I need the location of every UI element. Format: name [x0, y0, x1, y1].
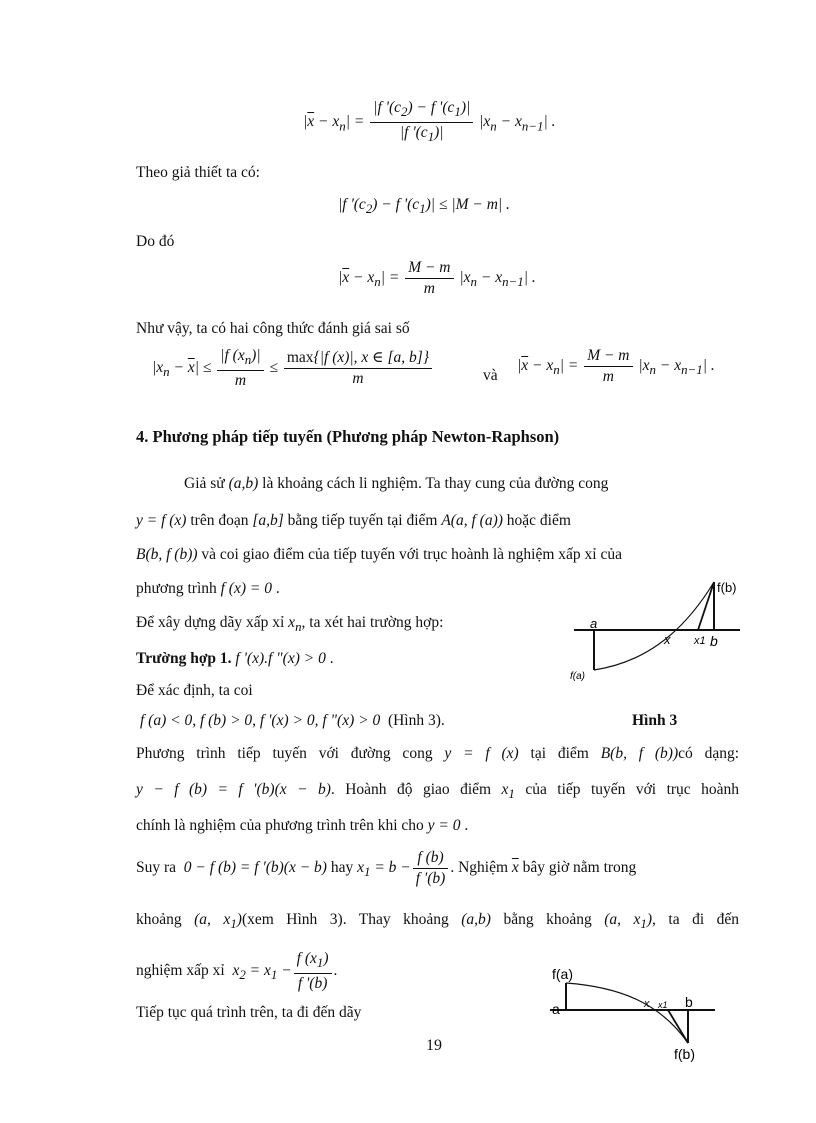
label-xbar: x — [664, 632, 671, 647]
figure-3-caption: Hình 3 — [632, 712, 678, 729]
label-b: b — [710, 633, 718, 649]
label-fa: f(a) — [552, 966, 573, 982]
paragraph-line-6: Để xác định, ta coi — [136, 682, 253, 699]
paragraph-line-14: Tiếp tục quá trình trên, ta đi đến dãy — [136, 1004, 362, 1021]
tangent-line — [668, 1010, 688, 1043]
paragraph-line-5: Để xây dựng dãy xấp xỉ $x_n$, ta xét hai trường hợp: — [136, 614, 444, 635]
text-theo-gia-thiet: Theo giả thiết ta có: — [136, 164, 260, 181]
label-a: a — [590, 616, 598, 631]
label-x1: x1 — [658, 1000, 668, 1010]
paragraph-line-10: chính là nghiệm của phương trình trên khi cho y = 0 . — [136, 817, 469, 834]
tangent-line — [698, 582, 714, 630]
paragraph-line-12: khoảng (a, $x_1)(xem$ Hình 3). Thay khoảng (a,b) bằng khoảng (a, $x_1$), ta đi đến — [136, 911, 740, 932]
text-nhu-vay: Như vậy, ta có hai công thức đánh giá sai số — [136, 320, 410, 337]
label-x1: x1 — [694, 635, 706, 647]
label-b: b — [685, 994, 693, 1010]
equation-two-error-formulas: $|x_n - \overline{x}|$ ≤ $\frac{|f (x_n)|}{m}$ ≤ $\frac{\max\{|f (x)|, x \in [a, b]\}}{m}$ — [152, 346, 434, 391]
equation-error-bound-2: $|\overline{x} - x_n|$ = $\frac{M - m}{m}$ $|x_n - x_{n-1}|$ . — [338, 259, 536, 297]
equation-error-formula-right: $|\overline{x} - x_n|$ = $\frac{M - m}{m}$ $|x_n - x_{n-1}|$ . — [517, 347, 715, 385]
case-1-line: Trường hợp 1. f '(x).f "(x) > 0 . — [136, 650, 334, 667]
paragraph-line-4: phương trình f (x) = 0 . — [136, 580, 280, 597]
page-number: 19 — [426, 1037, 442, 1054]
label-xbar: x — [644, 998, 650, 1010]
section-title: 4. Phương pháp tiếp tuyến (Phương pháp Newton-Raphson) — [136, 427, 560, 446]
label-fb: f(b) — [674, 1046, 695, 1062]
paragraph-line-1: Giả sử (a,b) là khoảng cách li nghiệm. Ta thay cung của đường cong — [184, 475, 609, 492]
equation-derivative-bound: |f '$(c_2) - f$ '$(c_1)| \le |M - m|$ . — [338, 196, 510, 217]
paragraph-line-9: y − f (b) = f '(b)(x − b). Hoành độ giao điểm $x_1$ của tiếp tuyến với trục hoành — [136, 781, 739, 802]
paragraph-line-3: B(b, f (b)) và coi giao điểm của tiếp tuyến với trục hoành là nghiệm xấp xỉ của — [136, 546, 622, 563]
figure-4-diagram — [540, 963, 740, 1068]
paragraph-line-11: Suy ra 0 − f (b) = f '(b)(x − b) hay $x_1 = b$ − $\frac{f (b)}{f '(b)}$ . Nghiệm $\overline{x}$ bây giờ nằm trong — [136, 849, 637, 887]
paragraph-line-8: Phương trình tiếp tuyến với đường cong y = f (x) tại điểm B(b, f (b))có dạng: — [136, 745, 740, 762]
label-fb: f(b) — [717, 580, 737, 595]
text-do-do: Do đó — [136, 233, 175, 250]
paragraph-line-7: f (a) < 0, f (b) > 0, f '(x) > 0, f "(x) > 0 (Hình 3). — [140, 712, 445, 729]
figure-3-diagram — [560, 578, 750, 688]
equation-error-bound-1: $|\overline{x} - x_n|$ = $\frac{|f '(c_2) - f '(c_1)|}{|f '(c_1)|}$ $|x_n - x_{n-1}|$ . — [303, 99, 556, 145]
text-va: và — [483, 367, 498, 384]
paragraph-line-13: nghiệm xấp xỉ $x_2 = x_1$ − $\frac{f (x_1)}{f '(b)}$ . — [136, 950, 338, 993]
label-a: a — [552, 1001, 560, 1017]
paragraph-line-2: y = f (x) trên đoạn [a,b] bằng tiếp tuyến tại điểm A(a, f (a)) hoặc điểm — [136, 512, 571, 529]
label-fa: f(a) — [570, 671, 585, 682]
curve — [594, 582, 714, 670]
